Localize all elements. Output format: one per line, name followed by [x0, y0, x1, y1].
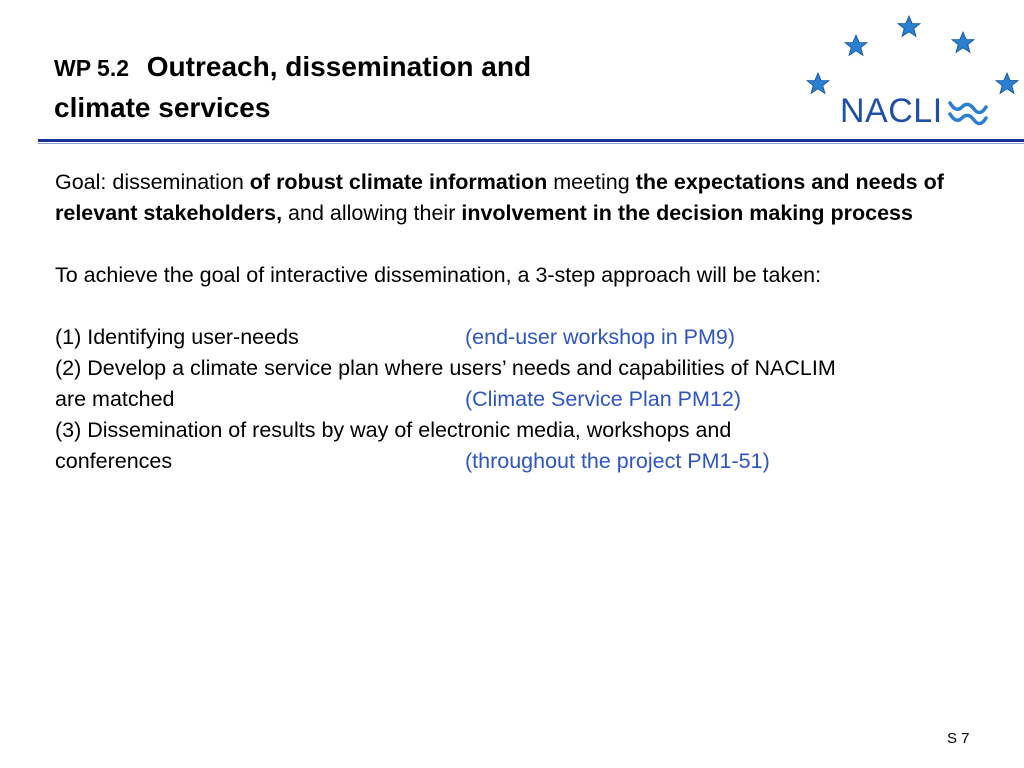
step-2-text-cont: are matched: [55, 387, 175, 411]
goal-text-2: and allowing their: [282, 201, 462, 225]
logo-text: NACLI: [840, 92, 943, 130]
goal-text-1: meeting: [547, 170, 636, 194]
title-wp-number: WP 5.2: [54, 55, 129, 81]
goal-bold-1: of robust climate information: [249, 170, 548, 194]
page-title: [54, 46, 774, 127]
title-divider-thin: [38, 143, 1024, 144]
step-1-note: (end-user workshop in PM9): [465, 325, 736, 349]
goal-label: Goal: dissemination: [55, 170, 250, 194]
step-2-line-2: [55, 384, 1000, 415]
logo-star-icon: [807, 73, 829, 94]
logo-star-icon: [845, 35, 867, 56]
step-3-text-cont: conferences: [55, 449, 173, 473]
logo-wave-icon: [950, 103, 986, 124]
step-3-line-2: [55, 446, 1000, 477]
logo-star-icon: [996, 73, 1018, 94]
slide-body: [55, 167, 1000, 477]
step-3-note: (throughout the project PM1-51): [465, 449, 770, 473]
logo-star-icon: [898, 16, 920, 37]
step-1: [55, 322, 1000, 353]
step-2-line-1: [55, 353, 1000, 384]
goal-paragraph: [55, 167, 1000, 229]
approach-paragraph: To achieve the goal of interactive dissemination, a 3-step approach will be taken:: [55, 263, 822, 287]
title-main-line1: Outreach, dissemination and: [146, 51, 532, 82]
step-2-text: (2) Develop a climate service plan where users’ needs and capabilities of NACLIM: [55, 356, 836, 380]
step-3-line-1: [55, 415, 1000, 446]
logo-star-icon: [952, 32, 974, 53]
slide-number: S 7: [947, 730, 970, 747]
title-main-line2: climate services: [54, 92, 271, 123]
goal-bold-2: the expectations and needs of relevant stakeholders,: [55, 170, 944, 225]
step-1-text: (1) Identifying user-needs: [55, 325, 299, 349]
goal-bold-3: involvement in the decision making process: [461, 201, 913, 225]
step-2-note: (Climate Service Plan PM12): [465, 387, 742, 411]
title-divider: [38, 139, 1024, 142]
step-3-text: (3) Dissemination of results by way of electronic media, workshops and: [55, 418, 732, 442]
